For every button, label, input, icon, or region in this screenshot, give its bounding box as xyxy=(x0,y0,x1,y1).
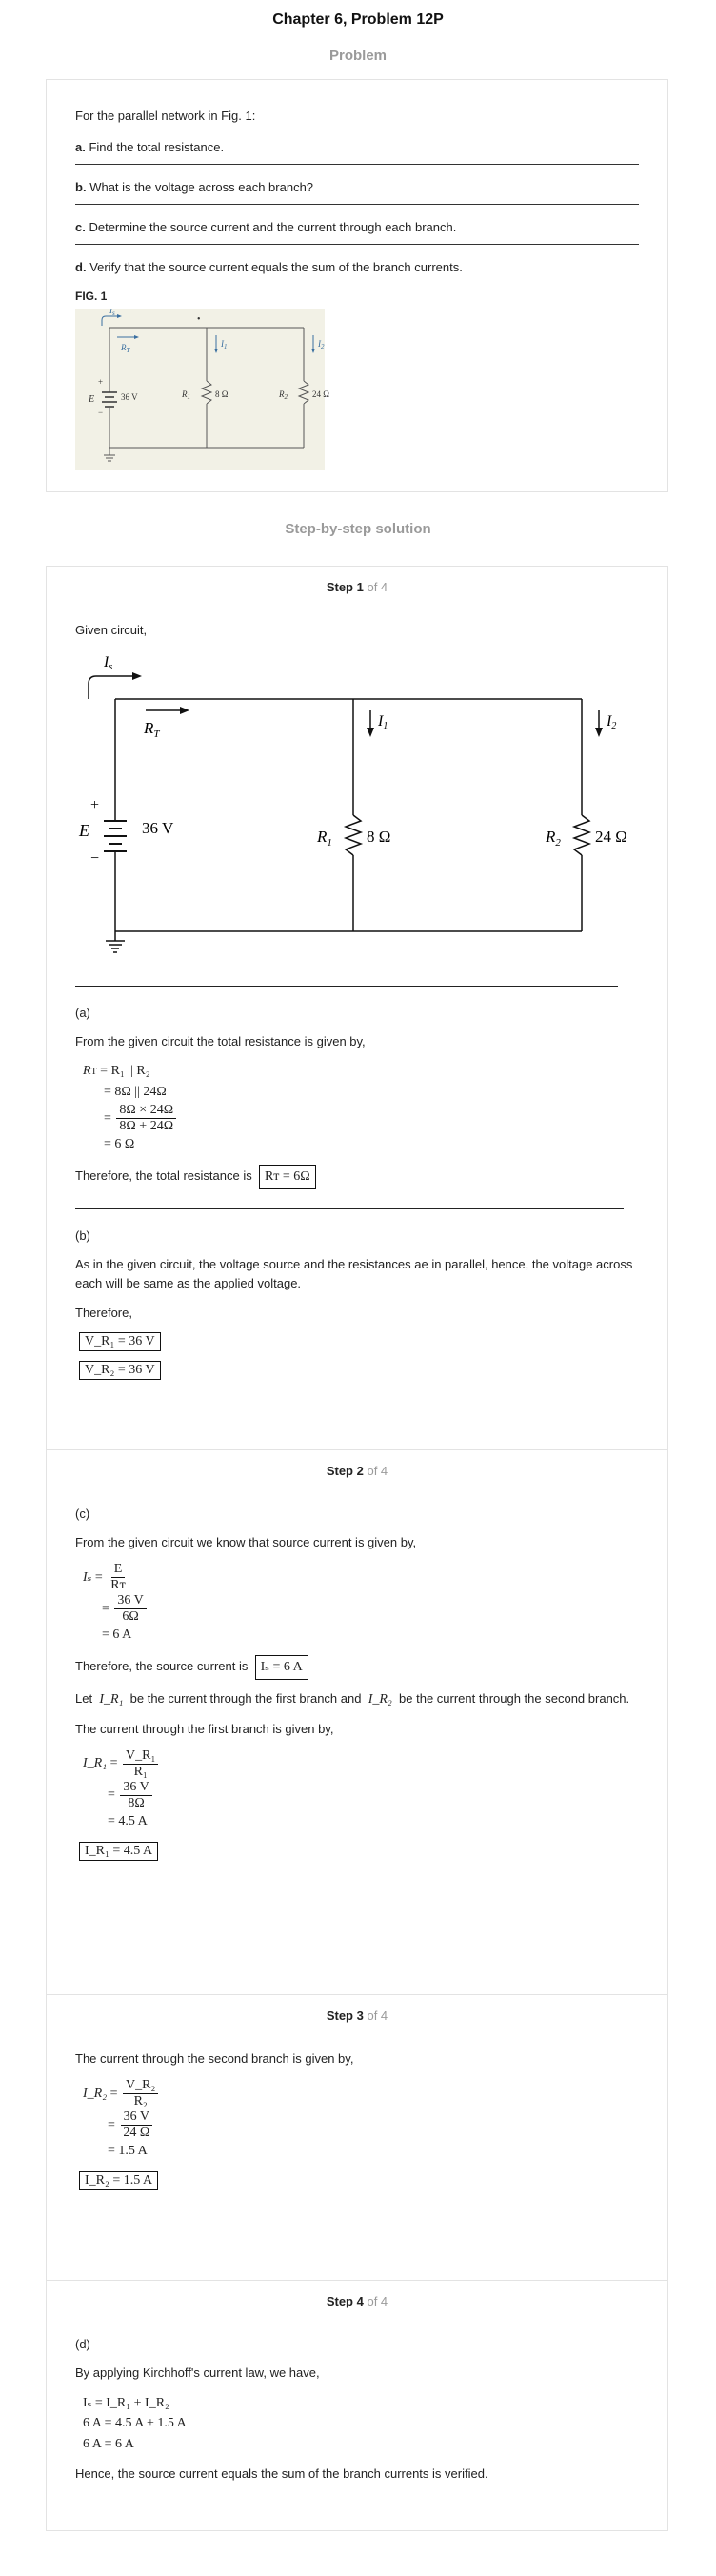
step-2-of: of 4 xyxy=(367,1464,388,1478)
rt-equation xyxy=(83,1061,639,1155)
circuit-r2-value: 24 Ω xyxy=(595,828,627,847)
let-text xyxy=(75,1689,639,1710)
second-branch-text: The current through the second branch is given by, xyxy=(75,2051,354,2066)
vr1-result-box: V_R₁ = 36 V xyxy=(79,1332,161,1351)
divider-after-part-a xyxy=(75,1208,624,1209)
fig-background xyxy=(87,309,325,470)
is-eq-den-2: 6Ω xyxy=(122,1609,139,1625)
fig-i2-label: $I_2$ xyxy=(318,339,325,350)
step-3-header xyxy=(75,1995,639,2040)
ir2-eq-fraction-2 xyxy=(120,2109,152,2141)
ir1-eq-den-2: 8Ω xyxy=(128,1795,145,1810)
circuit-is-label: Is xyxy=(104,654,113,673)
step-3-label: Step 3 xyxy=(326,2008,364,2023)
problem-heading: Problem xyxy=(328,48,387,64)
rt-eq-line-2: = 8Ω || 24Ω xyxy=(104,1085,167,1100)
part-d-text: By applying Kirchhoff's current law, we have, xyxy=(75,2366,320,2381)
circuit-i1-arrowhead xyxy=(367,728,374,737)
ir2-eq-fraction-1 xyxy=(123,2078,158,2109)
problem-intro: For the parallel network in Fig. 1: xyxy=(75,109,256,123)
circuit-rt-label: $R_T$ xyxy=(144,719,160,741)
ir1-eq-lhs: I_R₁ xyxy=(83,1756,108,1771)
ir2-eq-line-1: I_R₂ = $\frac{\text{V\_R₂}}{\text{R₂}}$ xyxy=(83,2078,639,2109)
circuit-i2-arrowhead xyxy=(595,728,603,737)
ir1-eq-den-1: R₁ xyxy=(133,1764,148,1779)
solution-card xyxy=(46,566,668,2531)
ir1-eq-fraction-2 xyxy=(120,1780,151,1811)
ir2-eq-num-1: V_R₂ xyxy=(123,2078,158,2094)
circuit-plus: + xyxy=(90,797,100,814)
rt-result-box: Rᴛ = 6Ω xyxy=(259,1165,316,1189)
ir2-eq-lhs: I_R₂ xyxy=(83,2086,108,2101)
is-eq-line-2: = $\frac{36 V}{6\Omega}$ xyxy=(83,1593,639,1625)
part-b-therefore: Therefore, xyxy=(75,1305,132,1320)
rt-eq-line-1 xyxy=(83,1061,639,1082)
step1-circuit-svg xyxy=(75,649,641,977)
circuit-is-arrow xyxy=(89,676,134,699)
part-d-letter: d. xyxy=(75,260,87,274)
rt-eq-denominator: 8Ω + 24Ω xyxy=(119,1119,174,1134)
step-3 xyxy=(47,1995,667,2281)
rt-eq-rhs: = R₁ || R₂ xyxy=(100,1064,150,1079)
rt-eq-numerator: 8Ω × 24Ω xyxy=(116,1103,176,1119)
fig-label: FIG. 1 xyxy=(75,290,108,303)
kcl-line-2: 6 A = 4.5 A + 1.5 A xyxy=(83,2416,187,2431)
fig-v-label: 36 V xyxy=(121,392,138,402)
part-c xyxy=(75,214,639,245)
part-c-letter: c. xyxy=(75,220,86,234)
part-a-letter: a. xyxy=(75,140,86,154)
is-eq-num-1: E xyxy=(111,1562,126,1578)
is-eq-num-2: 36 V xyxy=(114,1593,146,1609)
is-result-box: Iₛ = 6 A xyxy=(255,1655,308,1680)
part-a-text: From the given circuit the total resistance is given by, xyxy=(75,1034,366,1049)
part-a-heading: (a) xyxy=(75,1006,90,1021)
rt-eq-lhs-sub: T xyxy=(90,1066,97,1077)
ir1-eq-line-3: = 4.5 A xyxy=(108,1813,148,1828)
fig-1-svg xyxy=(75,309,347,470)
part-d-conclusion: Hence, the source current equals the sum of the branch currents is verified. xyxy=(75,2466,488,2482)
fig-r1-value: 8 Ω xyxy=(215,389,229,399)
given-circuit-text: Given circuit, xyxy=(75,623,148,637)
step-4-of: of 4 xyxy=(367,2294,388,2308)
step-2 xyxy=(47,1450,667,1995)
fig-rt-label: $R_T$ xyxy=(121,343,130,354)
part-c-conclusion xyxy=(75,1655,639,1680)
let-text-1: Let xyxy=(75,1690,93,1706)
let-sym-2: I_R₂ xyxy=(368,1691,392,1707)
let-text-2: be the current through the first branch and xyxy=(129,1690,362,1706)
part-a-conclusion-text: Therefore, the total resistance is xyxy=(75,1168,252,1184)
step-3-of: of 4 xyxy=(367,2008,388,2023)
circuit-e-label: E xyxy=(79,821,90,841)
ir2-eq-den-1: R₂ xyxy=(133,2094,148,2109)
part-d-text: Verify that the source current equals the sum of the branch currents. xyxy=(90,260,463,274)
part-b-letter: b. xyxy=(75,180,87,194)
part-a xyxy=(75,134,639,165)
step-1 xyxy=(47,567,667,1450)
fig-i1-label: $I_1$ xyxy=(221,339,228,350)
problem-card xyxy=(46,79,668,492)
ir2-equation xyxy=(83,2078,639,2162)
step-2-header xyxy=(75,1450,639,1495)
part-b-text: What is the voltage across each branch? xyxy=(90,180,314,194)
ir1-result-box: I_R₁ = 4.5 A xyxy=(79,1842,158,1861)
circuit-r1-zigzag xyxy=(346,815,361,855)
step-1-of: of 4 xyxy=(367,580,388,594)
part-b-text: As in the given circuit, the voltage source and the resistances ae in parallel, hence, the voltage across each will be same as the applied voltage. xyxy=(75,1257,633,1291)
fig-r2-value: 24 Ω xyxy=(312,389,329,399)
part-b-heading: (b) xyxy=(75,1228,90,1244)
circuit-r2-label: $R_2$ xyxy=(546,828,561,849)
step-2-label: Step 2 xyxy=(326,1464,364,1478)
circuit-minus: − xyxy=(90,850,100,868)
rt-eq-lhs: R xyxy=(83,1064,91,1079)
part-c-text: From the given circuit we know that source current is given by, xyxy=(75,1535,417,1550)
page-title: Chapter 6, Problem 12P xyxy=(272,11,444,28)
part-a-conclusion xyxy=(75,1165,639,1189)
ir2-eq-den-2: 24 Ω xyxy=(123,2126,150,2141)
step-1-header xyxy=(75,567,639,611)
step-4 xyxy=(47,2281,667,2530)
fig-minus: − xyxy=(98,408,104,417)
ir2-box-row xyxy=(79,2171,639,2190)
step-4-label: Step 4 xyxy=(326,2294,364,2308)
ir2-eq-line-2: = $\frac{36 V}{24 \Omega}$ xyxy=(83,2109,639,2141)
fig-plus: + xyxy=(98,377,104,387)
is-eq-line-1: Iₛ = $\frac{E}{\text{Rᴛ}}$ xyxy=(83,1562,639,1593)
circuit-r1-label: $R_1$ xyxy=(317,828,332,849)
kcl-line-1: Iₛ = I_R₁ + I_R₂ xyxy=(83,2395,169,2410)
part-c-heading: (c) xyxy=(75,1507,90,1521)
is-eq-line-3: = 6 A xyxy=(102,1627,132,1643)
vr2-result-box: V_R₂ = 36 V xyxy=(79,1361,161,1380)
vr2-box-row xyxy=(79,1361,639,1380)
fig-node-dot: • xyxy=(197,314,201,325)
ir1-eq-fraction-1 xyxy=(123,1748,158,1780)
kcl-equation xyxy=(83,2392,639,2455)
divider-after-circuit xyxy=(75,986,618,987)
let-text-3: be the current through the second branch. xyxy=(399,1690,630,1706)
circuit-i1-label: I1 xyxy=(378,713,388,732)
part-a-text: Find the total resistance. xyxy=(89,140,225,154)
part-b xyxy=(75,174,639,205)
part-d-heading: (d) xyxy=(75,2337,90,2351)
vr1-box-row xyxy=(79,1332,639,1351)
ir1-equation xyxy=(83,1748,639,1832)
fig-r1-label: $R_1$ xyxy=(182,389,190,401)
rt-eq-line-4: = 6 Ω xyxy=(104,1137,135,1152)
is-eq-fraction-1 xyxy=(108,1562,128,1593)
solution-heading: Step-by-step solution xyxy=(285,521,431,537)
ir1-eq-num-2: 36 V xyxy=(120,1780,151,1796)
ir1-eq-line-2: = $\frac{36 V}{8\Omega}$ xyxy=(83,1780,639,1811)
fig-e-label: E xyxy=(89,394,95,405)
ir2-result-box: I_R₂ = 1.5 A xyxy=(79,2171,158,2190)
kcl-line-3: 6 A = 6 A xyxy=(83,2437,134,2452)
circuit-v-label: 36 V xyxy=(142,819,174,838)
ir2-eq-line-3: = 1.5 A xyxy=(108,2144,148,2159)
fig-is-label: $I_s$ xyxy=(109,309,115,317)
circuit-rt-arrowhead xyxy=(180,707,189,714)
step-4-header xyxy=(75,2281,639,2326)
circuit-i2-label: I2 xyxy=(607,713,617,732)
ir1-box-row xyxy=(79,1842,639,1861)
rt-eq-fraction xyxy=(116,1103,176,1134)
ir1-eq-line-1: I_R₁ = $\frac{\text{V\_R₁}}{\text{R₁}}$ xyxy=(83,1748,639,1780)
circuit-r1-value: 8 Ω xyxy=(367,828,391,847)
rt-eq-line-3: = $\frac{8\Omega \times 24\Omega}{8\Omega + 24\Omega}$ xyxy=(83,1103,639,1134)
part-c-conclusion-text: Therefore, the source current is xyxy=(75,1659,249,1674)
first-branch-text: The current through the first branch is given by, xyxy=(75,1721,334,1736)
is-eq-fraction-2 xyxy=(114,1593,146,1625)
circuit-r2-zigzag xyxy=(574,815,589,855)
is-equation xyxy=(83,1562,639,1646)
fig-1-circuit xyxy=(75,309,329,470)
step-1-label: Step 1 xyxy=(326,580,364,594)
fig-r2-label: $R_2$ xyxy=(279,389,288,401)
is-eq-den-1: Rᴛ xyxy=(110,1578,126,1593)
is-eq-lhs: Iₛ xyxy=(83,1570,92,1586)
ir1-eq-num-1: V_R₁ xyxy=(123,1748,158,1765)
part-c-text: Determine the source current and the current through each branch. xyxy=(89,220,457,234)
ir2-eq-num-2: 36 V xyxy=(121,2109,152,2126)
circuit-is-arrowhead xyxy=(132,672,142,680)
part-d xyxy=(75,254,639,284)
let-sym-1: I_R₁ xyxy=(99,1691,124,1707)
